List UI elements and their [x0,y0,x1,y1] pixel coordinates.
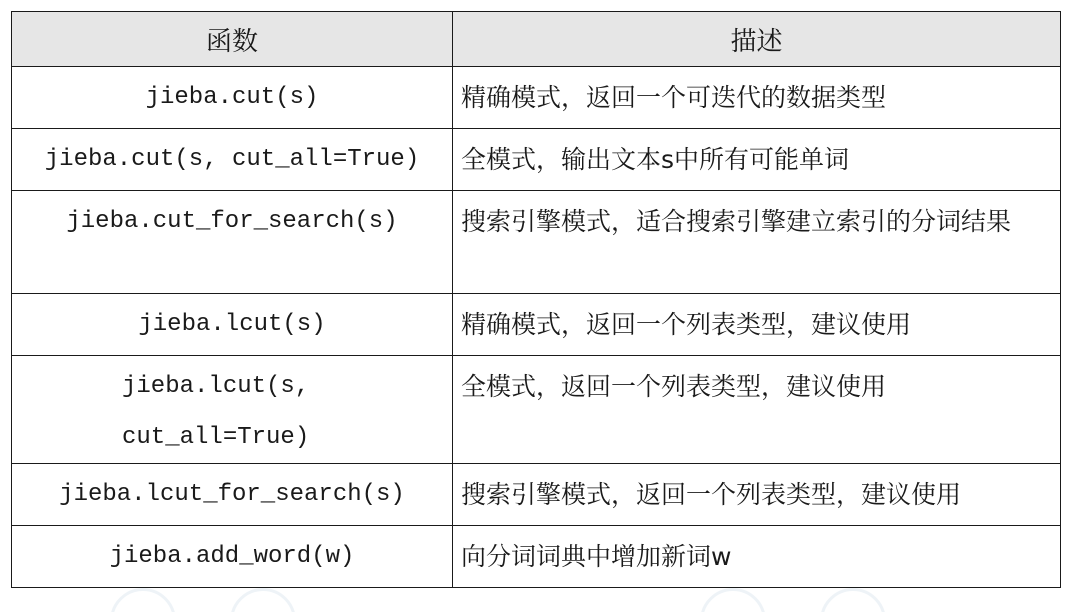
description-cell: 全模式，返回一个列表类型，建议使用 [453,356,1061,464]
watermark-decoration [0,582,1087,612]
function-cell: jieba.add_word(w) [12,526,453,588]
watermark-shape [230,588,296,612]
description-cell: 向分词词典中增加新词w [453,526,1061,588]
description-cell: 搜索引擎模式，适合搜索引擎建立索引的分词结果 [453,191,1061,294]
description-cell: 精确模式，返回一个可迭代的数据类型 [453,67,1061,129]
watermark-shape [110,588,176,612]
header-description: 描述 [453,12,1061,67]
watermark-shape [820,588,886,612]
table-row [12,191,1061,294]
function-cell: jieba.cut_for_search(s) [12,191,453,294]
description-cell: 全模式，输出文本s中所有可能单词 [453,129,1061,191]
function-cell: jieba.lcut_for_search(s) [12,464,453,526]
function-cell: jieba.lcut(s) [12,294,453,356]
table-row [12,294,1061,356]
description-cell: 精确模式，返回一个列表类型，建议使用 [453,294,1061,356]
table-row [12,129,1061,191]
table-row [12,67,1061,129]
jieba-function-table [11,11,1061,588]
table-header-row [12,12,1061,67]
function-cell: jieba.lcut(s, cut_all=True) [12,356,453,464]
header-function: 函数 [12,12,453,67]
table-row [12,526,1061,588]
table-row [12,356,1061,464]
function-cell: jieba.cut(s, cut_all=True) [12,129,453,191]
function-cell: jieba.cut(s) [12,67,453,129]
table-row [12,464,1061,526]
description-cell: 搜索引擎模式，返回一个列表类型，建议使用 [453,464,1061,526]
watermark-shape [700,588,766,612]
